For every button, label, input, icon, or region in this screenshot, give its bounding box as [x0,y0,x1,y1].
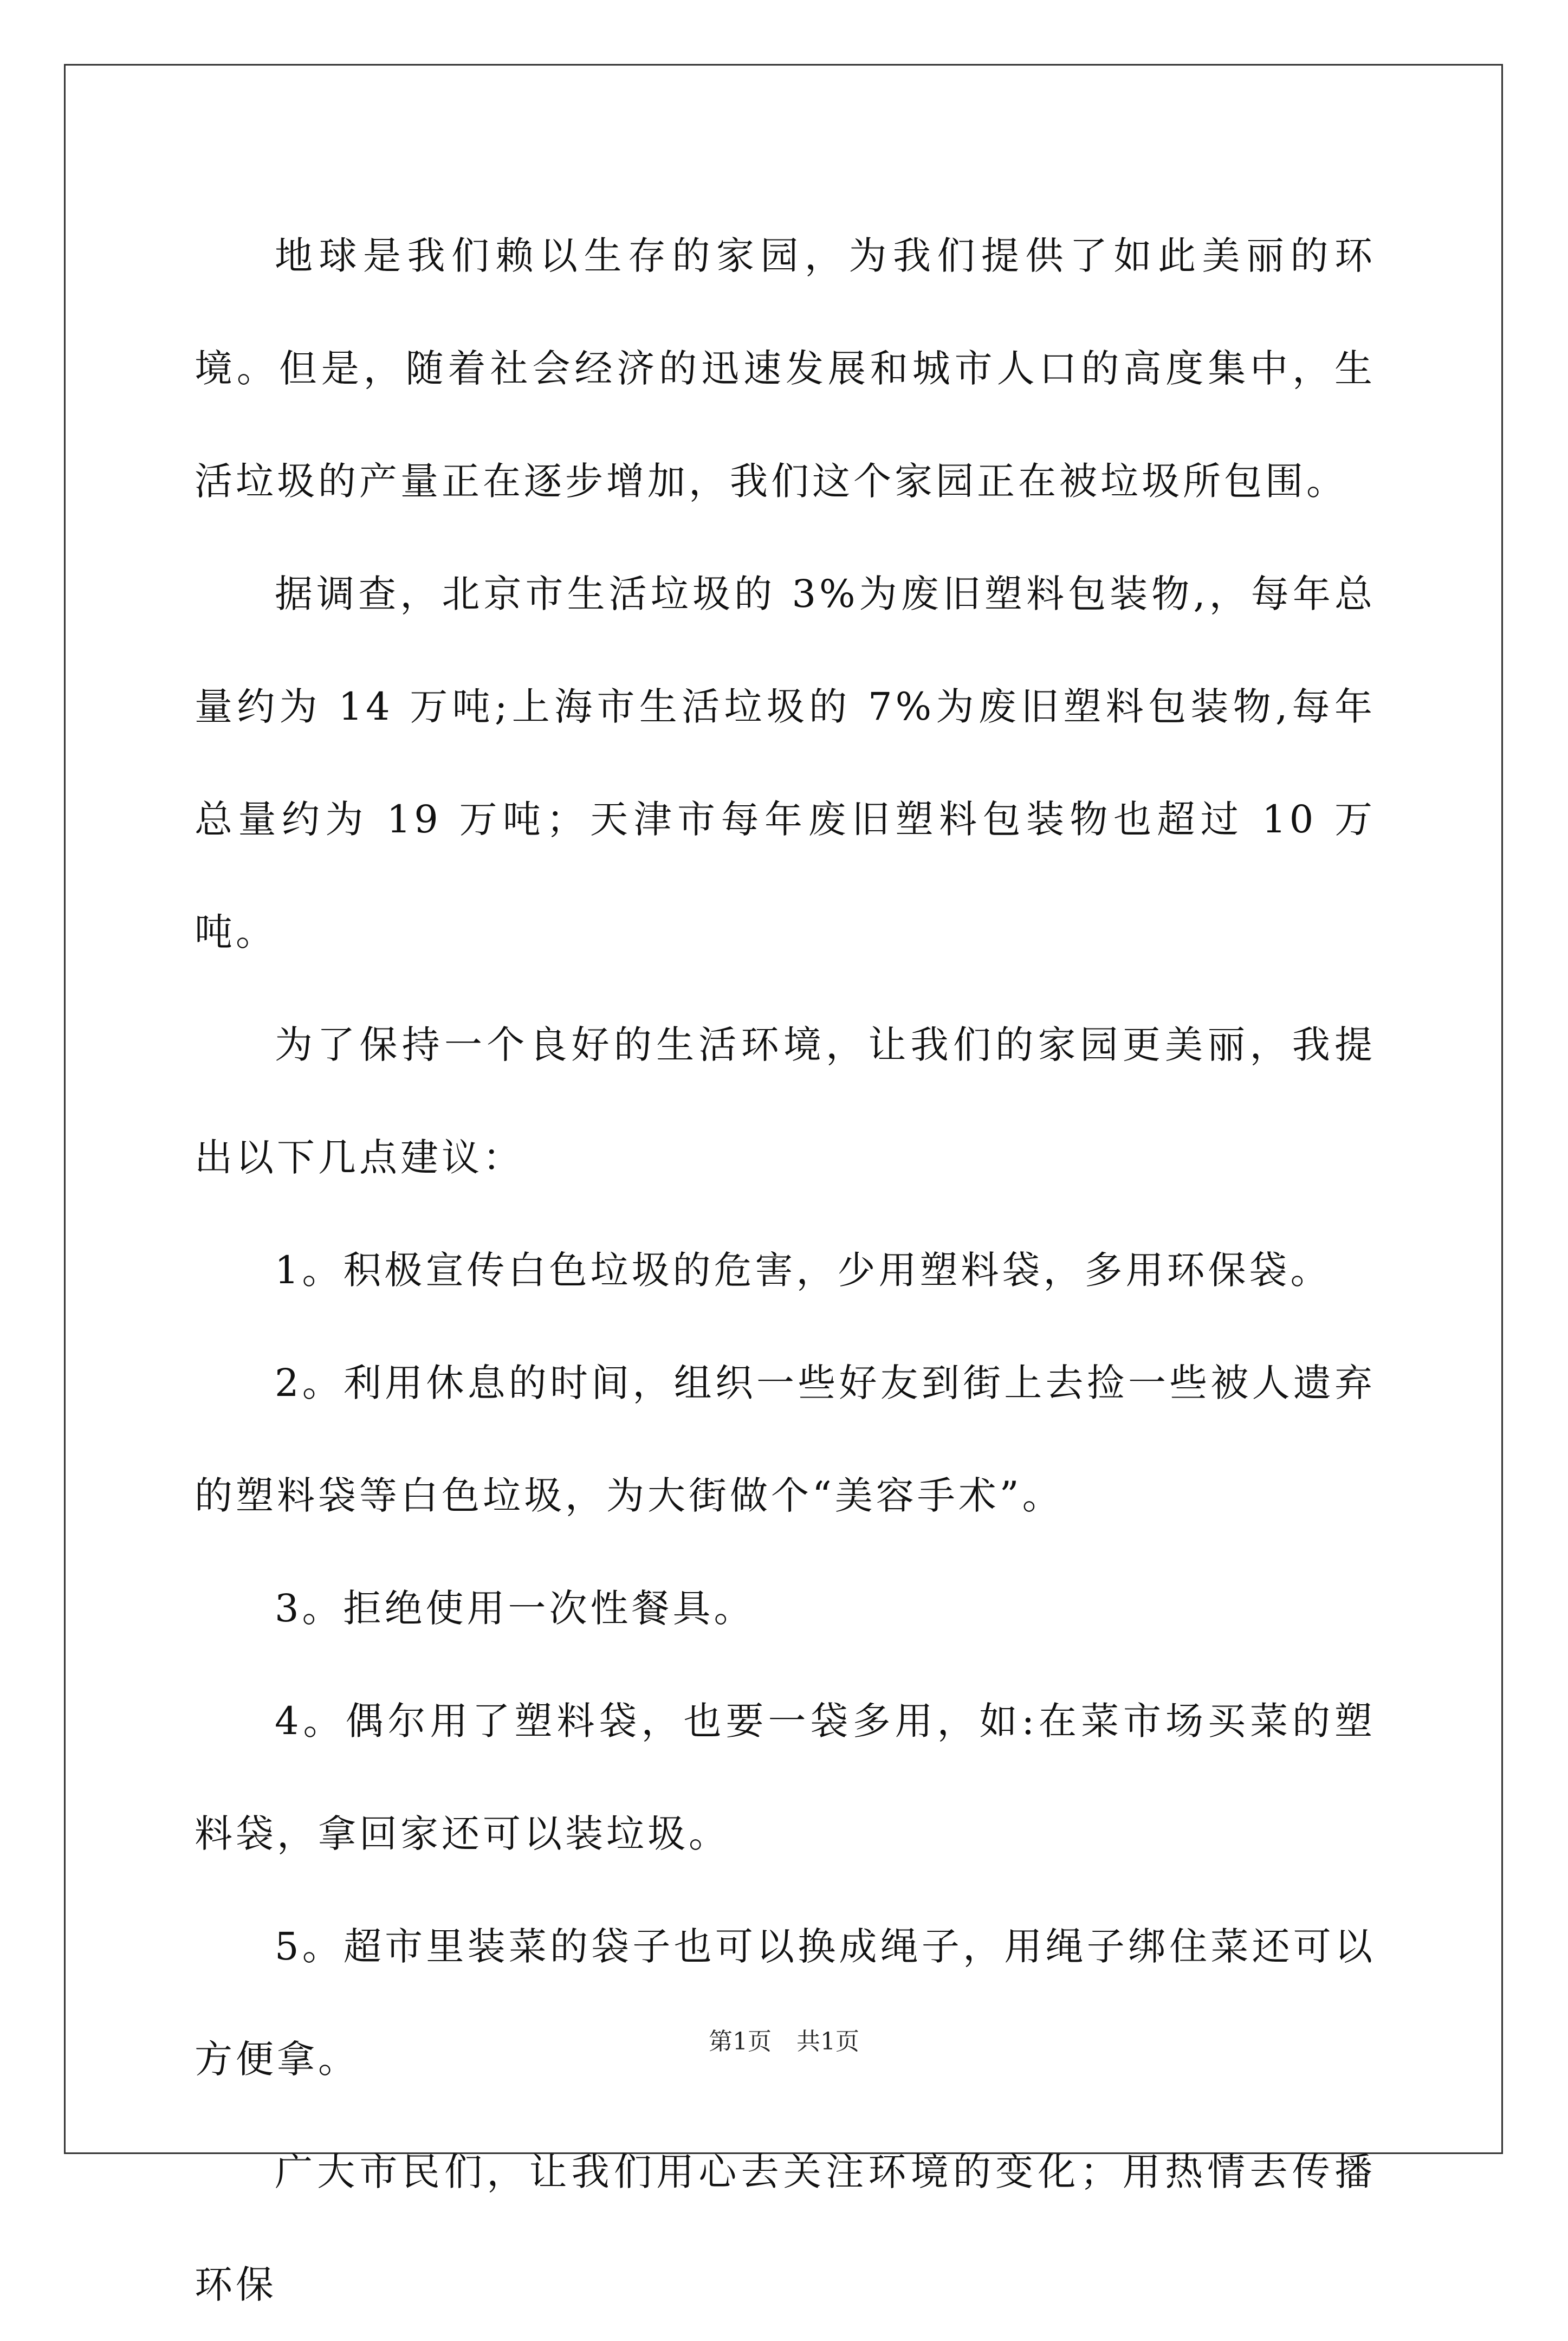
paragraph-proposal-intro: 为了保持一个良好的生活环境，让我们的家园更美丽，我提出以下几点建议： [195,1023,1376,1180]
list-item-suggestion-5: 5。超市里装菜的袋子也可以换成绳子，用绳子绑住菜还可以方便拿。 [195,1924,1376,2081]
list-item-suggestion-3: 3。拒绝使用一次性餐具。 [275,1586,755,1631]
list-item-suggestion-4: 4。偶尔用了塑料袋，也要一袋多用，如:在菜市场买菜的塑料袋，拿回家还可以装垃圾。 [195,1699,1376,1856]
document-body [195,199,1376,2341]
page-number-total: 共1页 [796,2028,859,2055]
page-number-current: 第1页 [709,2028,772,2055]
paragraph-closing: 广大市民们，让我们用心去关注环境的变化；用热情去传播环保 [195,2150,1376,2307]
page-footer [0,2026,1568,2058]
paragraph-intro: 地球是我们赖以生存的家园，为我们提供了如此美丽的环境。但是，随着社会经济的迅速发展和城市人口的高度集中，生活垃圾的产量正在逐步增加，我们这个家园正在被垃圾所包围。 [195,234,1376,503]
list-item-suggestion-2: 2。利用休息的时间，组织一些好友到街上去捡一些被人遗弃的塑料袋等白色垃圾，为大街做个“美容手术”。 [195,1361,1376,1518]
paragraph-survey: 据调查，北京市生活垃圾的 3%为废旧塑料包装物,，每年总量约为 14 万吨;上海市生活垃圾的 7%为废旧塑料包装物,每年总量约为 19 万吨；天津市每年废旧塑料包装物也超过 10 万吨。 [195,572,1376,954]
list-item-suggestion-1: 1。积极宣传白色垃圾的危害，少用塑料袋，多用环保袋。 [275,1248,1332,1292]
